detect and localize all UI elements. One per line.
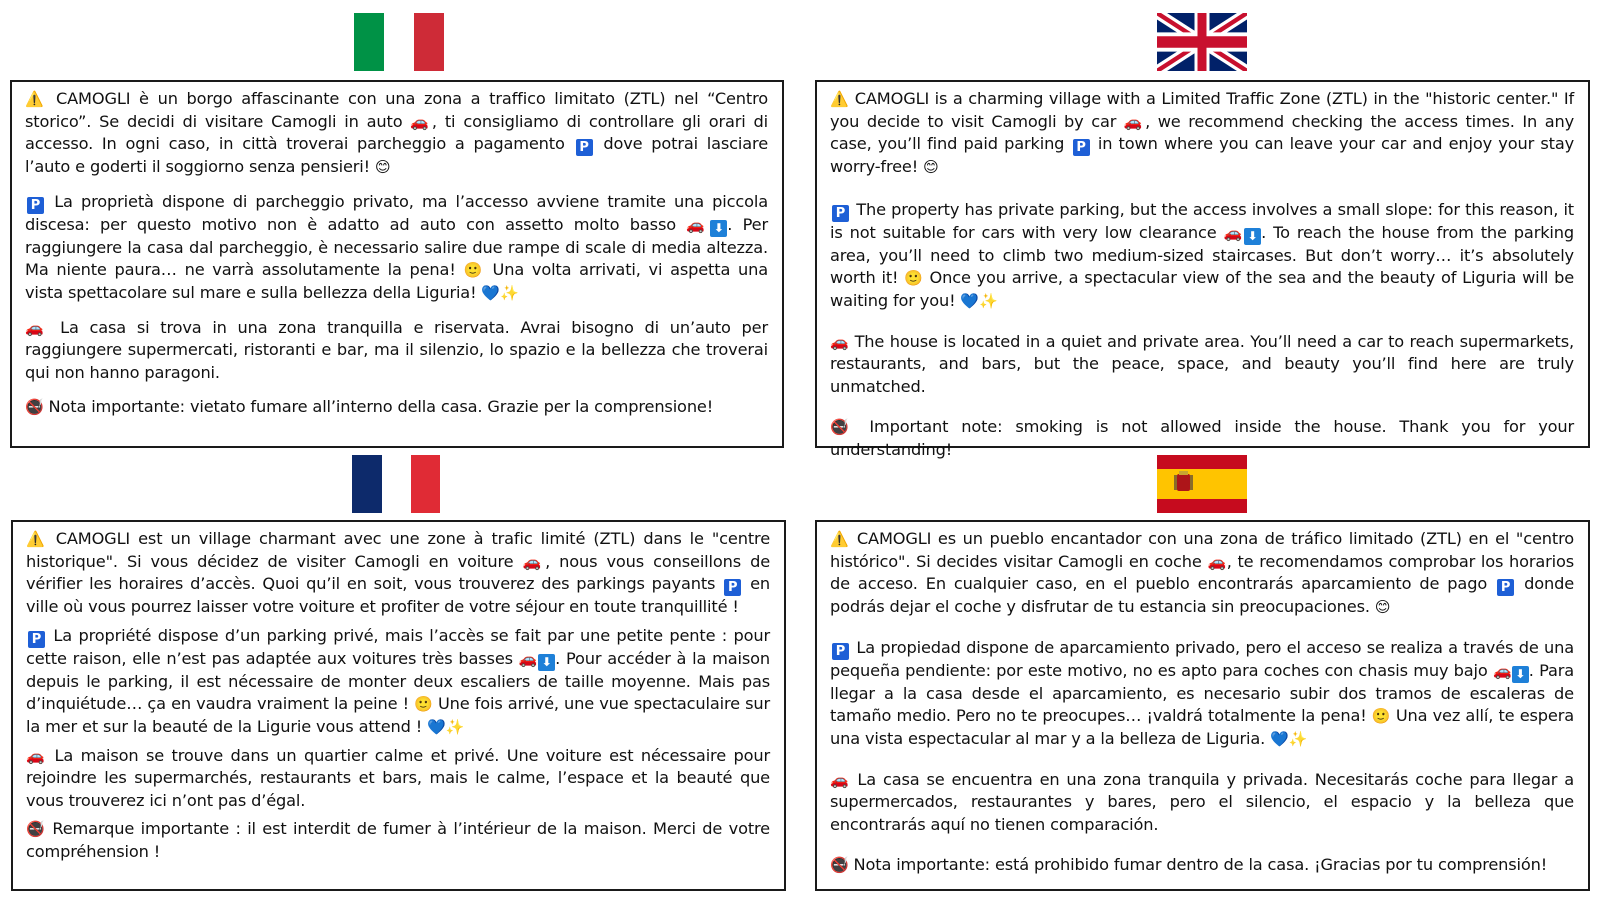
spanish-parking-paragraph: P La propiedad dispone de aparcamiento privado, pero el acceso se realiza a través de una pequeña pendiente: por este motivo, no es apto para coches con chasis muy bajo 🚗 ⬇ . Para llegar a la casa desde el aparcamiento, es necesario subir dos tramos de escaleras de tamaño medio. Pero no te preocupes… ¡valdrá totalmente la pena! 🙂 Una vez allí, te espera una vista espectacular al mar y a la belleza de Liguria. 💙✨ <box>830 637 1575 748</box>
car-icon: 🚗 <box>1123 112 1146 131</box>
english-parking-paragraph: P The property has private parking, but the access involves a small slope: for this reason, it is not suitable for cars with very low clearance 🚗 ⬇ . To reach the house from the parking area, you’ll need to climb two medium-sized staircases. But don’t worry… it’s absolutely worth it! 🙂 Once you arrive, a spectacular view of the sea and the beauty of Liguria will be waiting for you! 💙✨ <box>830 199 1575 310</box>
warning-icon: ⚠️ <box>25 90 48 108</box>
sparkles-icon: ✨ <box>445 717 465 736</box>
parking-icon: P <box>1497 579 1514 596</box>
parking-icon: P <box>27 197 44 214</box>
down-arrow-icon: ⬇ <box>1244 228 1261 245</box>
car-icon: 🚗 <box>686 215 711 234</box>
car-icon: 🚗 <box>522 552 546 571</box>
french-intro-paragraph: ⚠️ CAMOGLI est un village charmant avec une zone à trafic limité (ZTL) dans le "centre historique". Si vous décidez de visiter Camogli en voiture 🚗, nous vous conseillons de vérifier les horaires d’accès. Quoi qu’il en soit, vous trouverez des parkings payants P en ville où vous pourrez laisser votre voiture et profiter de votre séjour en toute tranquillité ! <box>26 529 771 617</box>
spanish-smoking-note: 🚭 Nota importante: está prohibido fumar dentro de la casa. ¡Gracias por tu comprensión! <box>830 855 1548 875</box>
no-smoking-icon: 🚭 <box>830 418 857 437</box>
smile-icon: 😊 <box>1374 598 1391 617</box>
parking-icon: P <box>724 579 741 596</box>
parking-icon: P <box>576 139 593 156</box>
blue-heart-icon: 💙 <box>1270 729 1289 748</box>
down-arrow-icon: ⬇ <box>710 220 727 237</box>
no-smoking-icon: 🚭 <box>25 398 44 417</box>
english-smoking-note: 🚭 Important note: smoking is not allowed inside the house. Thank you for your understanding! <box>830 417 1575 459</box>
person-icon: 🙂 <box>904 269 924 288</box>
spanish-panel <box>815 520 1590 891</box>
car-icon: 🚗 <box>830 770 851 789</box>
parking-icon: P <box>832 643 849 660</box>
car-icon: 🚗 <box>518 649 539 668</box>
spanish-intro-paragraph: ⚠️ CAMOGLI es un pueblo encantador con una zona de tráfico limitado (ZTL) en el "centro histórico". Si decides visitar Camogli en coche 🚗, te recomendamos comprobar los horarios de acceso. En cualquier caso, en el pueblo encontrarás aparcamiento de pago P donde podrás dejar el coche y disfrutar de tu estancia sin preocupaciones. 😊 <box>830 529 1575 617</box>
car-icon: 🚗 <box>26 746 48 765</box>
french-location-paragraph: 🚗 La maison se trouve dans un quartier calme et privé. Une voiture est nécessaire pour rejoindre les supermarchés, restaurants et bars, mais le calme, l’espace et la beauté que vous trouverez ici n’ont pas d’égal. <box>26 745 770 810</box>
france-flag-icon <box>352 455 440 513</box>
french-smoking-note: 🚭 Remarque importante : il est interdit de fumer à l’intérieur de la maison. Merci de votre compréhension ! <box>26 819 770 861</box>
uk-flag-icon <box>1157 13 1247 71</box>
person-icon: 🙂 <box>414 695 433 714</box>
spain-flag-icon <box>1157 455 1247 513</box>
english-intro-paragraph: ⚠️ CAMOGLI is a charming village with a Limited Traffic Zone (ZTL) in the "historic center." If you decide to visit Camogli by car 🚗, we recommend checking the access times. In any case, you’ll find paid parking P in town where you can leave your car and enjoy your stay worry-free! 😊 <box>830 89 1575 177</box>
french-parking-paragraph: P La propriété dispose d’un parking privé, mais l’accès se fait par une petite pente : pour cette raison, elle n’est pas adaptée aux voitures très basses 🚗 ⬇ . Pour accéder à la maison depuis le parking, il est nécessaire de monter deux escaliers de taille moyenne. Mais pas d’inquiétude… ça en vaudra vraiment la peine ! 🙂 Une fois arrivé, une vue spectaculaire sur la mer et sur la beauté de la Ligurie vous attend ! 💙✨ <box>26 625 770 736</box>
person-icon: 🙂 <box>463 261 485 280</box>
warning-icon: ⚠️ <box>830 530 851 548</box>
parking-icon: P <box>1073 139 1090 156</box>
blue-heart-icon: 💙 <box>427 717 446 736</box>
person-icon: 🙂 <box>1371 707 1391 726</box>
sparkles-icon: ✨ <box>978 291 998 310</box>
car-icon: 🚗 <box>830 332 850 351</box>
car-icon: 🚗 <box>1207 552 1227 571</box>
parking-icon: P <box>28 631 45 648</box>
smile-icon: 😊 <box>374 158 391 177</box>
sparkles-icon: ✨ <box>1288 729 1308 748</box>
italian-intro-paragraph: ⚠️ CAMOGLI è un borgo affascinante con una zona a traffico limitato (ZTL) nel “Centro storico”. Se decidi di visitare Camogli in auto 🚗, ti consigliamo di controllare gli orari di accesso. In ogni caso, in città troverai parcheggio a pagamento P dove potrai lasciare l’auto e goderti il soggiorno senza pensieri! 😊 <box>25 89 769 177</box>
car-icon: 🚗 <box>25 318 50 337</box>
car-icon: 🚗 <box>410 112 432 131</box>
no-smoking-icon: 🚭 <box>830 856 849 875</box>
italy-flag-icon <box>354 13 444 71</box>
spanish-location-paragraph: 🚗 La casa se encuentra en una zona tranquila y privada. Necesitarás coche para llegar a supermercados, restaurantes y bares, pero el silencio, el espacio y la belleza que encontrarás aquí no tienen comparación. <box>830 769 1575 834</box>
sparkles-icon: ✨ <box>499 283 519 302</box>
italian-location-paragraph: 🚗 La casa si trova in una zona tranquilla e riservata. Avrai bisogno di un’auto per raggiungere supermercati, ristoranti e bar, ma il silenzio, lo spazio e la bellezza che troverai qui non hanno paragoni. <box>25 317 768 382</box>
italian-panel <box>10 80 784 448</box>
parking-icon: P <box>832 205 849 222</box>
italian-smoking-note: 🚭 Nota importante: vietato fumare all’interno della casa. Grazie per la comprensione! <box>25 397 714 417</box>
blue-heart-icon: 💙 <box>960 291 979 310</box>
down-arrow-icon: ⬇ <box>538 654 555 671</box>
no-smoking-icon: 🚭 <box>26 820 46 839</box>
car-icon: 🚗 <box>1492 661 1512 680</box>
english-location-paragraph: 🚗 The house is located in a quiet and private area. You’ll need a car to reach supermarkets, restaurants, and bars, but the peace, space, and beauty you’ll find here are truly unmatched. <box>830 331 1574 396</box>
down-arrow-icon: ⬇ <box>1512 666 1529 683</box>
blue-heart-icon: 💙 <box>481 283 500 302</box>
english-panel <box>815 80 1590 459</box>
italian-parking-paragraph: P La proprietà dispone di parcheggio privato, ma l’accesso avviene tramite una piccola discesa: per questo motivo non è adatto ad auto con assetto molto basso 🚗 ⬇ . Per raggiungere la casa dal parcheggio, è necessario salire due rampe di scale di media altezza. Ma niente paura… ne varrà assolutamente la pena! 🙂 Una volta arrivati, vi aspetta una vista spettacolare sul mare e sulla bellezza della Liguria! 💙✨ <box>25 191 768 302</box>
smile-icon: 😊 <box>923 158 939 177</box>
car-icon: 🚗 <box>1223 223 1245 242</box>
french-panel <box>11 520 786 891</box>
warning-icon: ⚠️ <box>26 530 48 548</box>
warning-icon: ⚠️ <box>830 90 850 108</box>
